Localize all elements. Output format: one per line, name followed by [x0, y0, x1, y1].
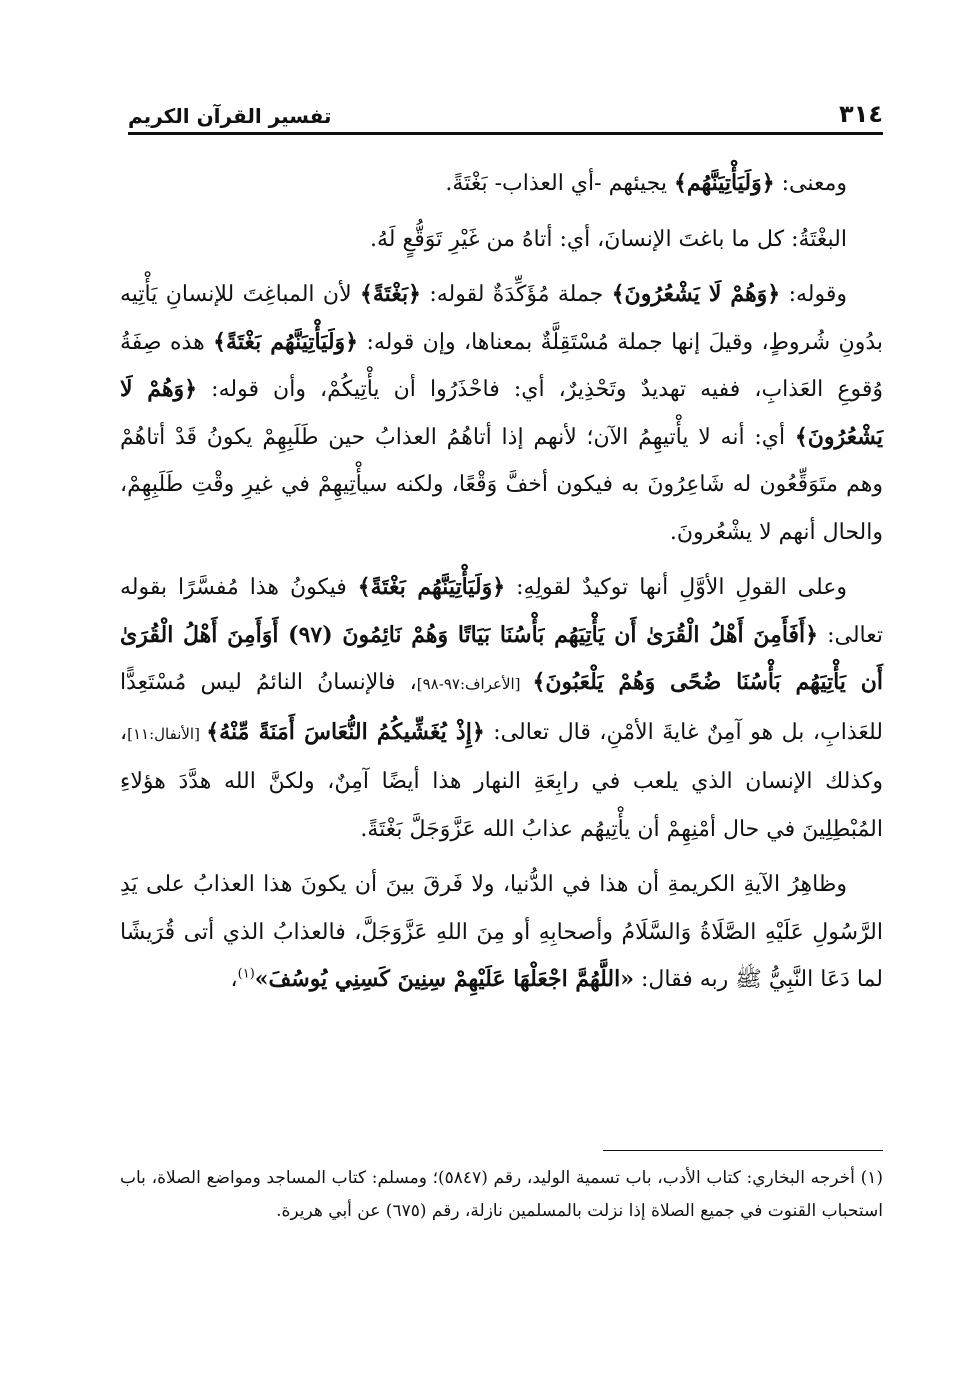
text-run: ومعنى: — [774, 171, 847, 196]
text-run: وظاهِرُ الآيةِ الكريمةِ أن هذا في الدُّنيا، ولا فَرقَ بينَ أن يكونَ هذا العذابُ على يَدِ الرَّسُولِ عَلَيْهِ الصَّلَاةُ وَالسَّلَامُ وأصحابِهِ أو مِنَ اللهِ عَزَّوَجَلَّ، فالعذابُ الذي أتى قُرَيشًا لما دَعَا النَّبِيُّ ﷺ ربه فقال: — [120, 872, 883, 992]
quotation: «اللَّهُمَّ اجْعَلْهَا عَلَيْهِمْ سِنِينَ كَسِنِي يُوسُفَ» — [254, 966, 634, 992]
quotation: ﴿وَلَيَأْتِيَنَّهُم بَغْتَةً﴾ — [213, 328, 359, 355]
footnote-divider — [603, 1150, 883, 1151]
paragraph — [120, 271, 883, 556]
quotation: ﴿إِذْ يُغَشِّيكُمُ النُّعَاسَ أَمَنَةً مِّنْهُ﴾ — [206, 718, 485, 745]
quotation: ﴿وَلَيَأْتِيَنَّهُم﴾ — [673, 170, 775, 196]
page-number: ٣١٤ — [839, 100, 883, 128]
paragraph — [120, 216, 883, 264]
quotation: ﴿وَهُمْ لَا يَشْعُرُونَ﴾ — [120, 376, 883, 450]
text-run: جملة مُؤَكِّدَةٌ لقوله: — [420, 282, 612, 307]
quotation: ﴿بَغْتَةً﴾ — [360, 281, 421, 307]
text-run: هذه صِفَةُ وُقوعِ العَذابِ، ففيه تهديدٌ وتَحْذِيرٌ، أي: فاحْذَرُوا أن يأْتِيكُمْ، وأن قوله: — [120, 329, 883, 402]
header-divider — [128, 132, 883, 135]
text-run: وقوله: — [780, 282, 847, 307]
paragraph — [120, 160, 883, 208]
text-run: لأن المباغِتَ للإنسانِ يَأْتِيه بدُونِ شُروطٍ، وقيلَ إنها جملة مُسْتَقِلَّةٌ بمعناها، وإن قوله: — [120, 282, 884, 355]
text-run: فيكونُ هذا مُفسَّرًا بقوله تعالى: — [120, 575, 883, 648]
quotation: ﴿وَهُمْ لَا يَشْعُرُونَ﴾ — [611, 281, 781, 307]
quotation: ﴿أَفَأَمِنَ أَهْلُ الْقُرَىٰ أَن يَأْتِيَهُم بَأْسُنَا بَيَاتًا وَهُمْ نَائِمُونَ (٩٧) أَوَأَمِنَ أَهْلُ الْقُرَىٰ أَن يَأْتِيَهُم بَأْسُنَا ضُحًى وَهُمْ يَلْعَبُونَ﴾ — [120, 621, 883, 695]
footnotes — [120, 1162, 883, 1228]
text-run: ، فالإنسانُ النائمُ ليس مُسْتَعِدًّا للعَذابِ، بل هو آمِنٌ غايةَ الأمْنِ، قال تعالى: — [120, 670, 883, 745]
text-run: أي: أنه لا يأْتيهِمُ الآن؛ لأنهم إذا أتاهُمُ العذابُ حين طَلَبِهِمْ يكونُ قَدْ أتاهُمْ وهم متَوَقِّعُون له شَاعِرُونَ به فيكون أخفَّ وَقْعًا، ولكنه سيأْتِيهِمْ في غيرِ وقْتِ طَلَبِهِمْ، والحال أنهم لا يشْعُرونَ. — [120, 424, 883, 545]
verse-reference: [الأعراف:٩٧-٩٨] — [416, 675, 533, 693]
text-run: يجيئهم -أي العذاب- بَغْتَةً. — [445, 171, 674, 196]
footnote-marker: (١) — [237, 966, 255, 982]
text-run: البغْتَةُ: كل ما باغتَ الإنسانَ، أي: أتاهُ من غَيْرِ تَوَقُّعٍ لَهُ. — [370, 226, 847, 252]
text-run: ، — [230, 967, 238, 992]
verse-reference: [الأنفال:١١] — [127, 724, 207, 743]
text-run: ، وكذلك الإنسان الذي يلعب في رابِعَةِ النهار هذا أيضًا آمِنٌ، ولكنَّ الله هدَّدَ هؤلاءِ المُبْطِلِينَ في حال أمْنِهِمْ أن يأْتِيهُم عذابُ الله عَزَّوَجَلَّ بَغْتَةً. — [120, 719, 883, 842]
paragraph — [120, 564, 883, 853]
page-header — [128, 88, 883, 128]
paragraph — [120, 861, 883, 1004]
text-run: وعلى القولِ الأوَّلِ أنها توكيدٌ لقولِهِ: — [505, 575, 848, 600]
body-text — [120, 160, 883, 1012]
running-title: تفسير القرآن الكريم — [128, 104, 332, 128]
quotation: ﴿وَلَيَأْتِيَنَّهُم بَغْتَةً﴾ — [357, 574, 506, 600]
footnote: (١) أخرجه البخاري: كتاب الأدب، باب تسمية الوليد، رقم (٥٨٤٧)؛ ومسلم: كتاب المساجد ومواضع الصلاة، باب استحباب القنوت في جميع الصلاة إذا نزلت بالمسلمين نازلة، رقم (٦٧٥) عن أبي هريرة. — [120, 1168, 883, 1221]
